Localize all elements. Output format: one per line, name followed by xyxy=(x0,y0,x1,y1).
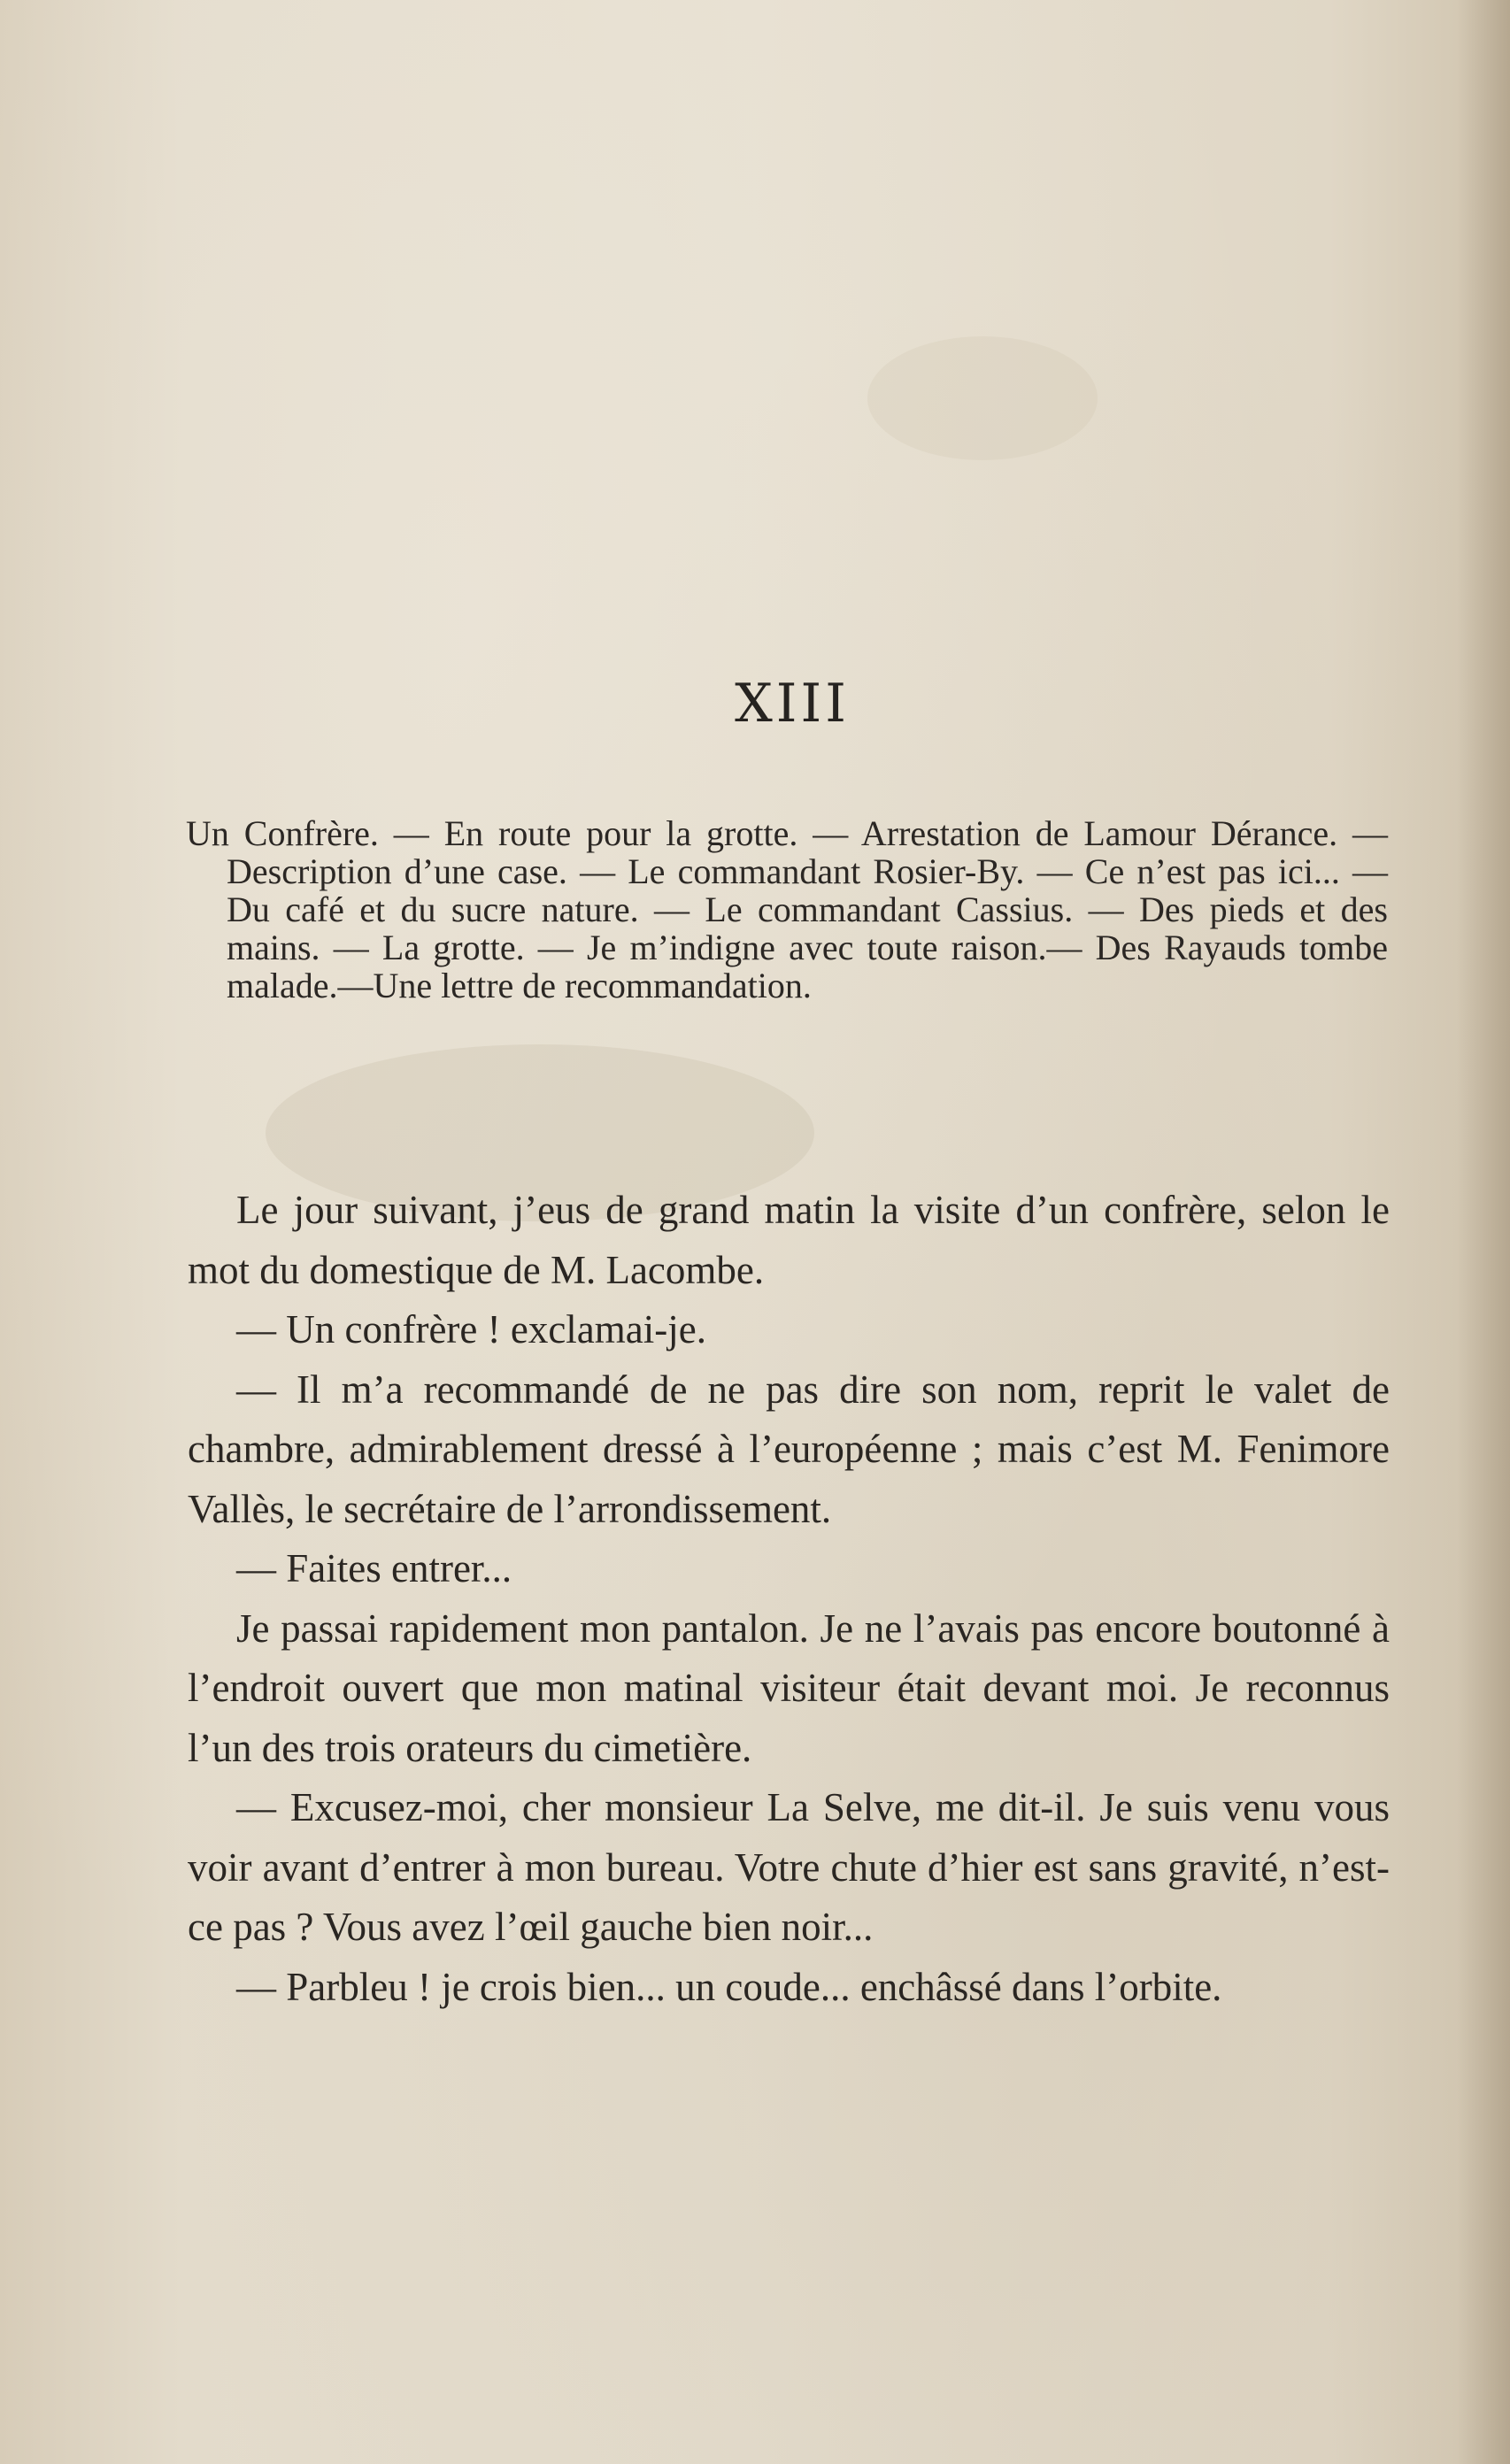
paper-stain xyxy=(867,336,1098,460)
paragraph: — Il m’a recommandé de ne pas dire son nom, reprit le valet de chambre, admirablement dressé à l’européenne ; mais c’est M. Fenimore Vallès, le secrétaire de l’arrondissement. xyxy=(188,1367,1390,1531)
page-edge-shadow xyxy=(1457,0,1510,2464)
paragraph: — Excusez-moi, cher monsieur La Selve, me dit-il. Je suis venu vous voir avant d’entrer à mon bureau. Votre chute d’hier est sans gravité, n’est-ce pas ? Vous avez l’œil gauche bien noir... xyxy=(188,1785,1390,1949)
paragraph: — Faites entrer... xyxy=(236,1546,512,1590)
chapter-number: XIII xyxy=(735,673,850,735)
chapter-body xyxy=(188,1181,1390,2017)
chapter-summary: Un Confrère. — En route pour la grotte. — Arrestation de Lamour Dérance. — Description d’une case. — Le commandant Rosier-By. — Ce n’est pas ici... — Du café et du sucre nature. — Le commandant Cassius. — Des pieds et des mains. — La grotte. — Je m’indigne avec toute raison.— Des Rayauds tombe malade.—Une lettre de recommandation. xyxy=(186,813,1388,1005)
paragraph: — Parbleu ! je crois bien... un coude... enchâssé dans l’orbite. xyxy=(236,1964,1222,2009)
paragraph: Le jour suivant, j’eus de grand matin la visite d’un confrère, selon le mot du domestique de M. Lacombe. xyxy=(188,1188,1390,1292)
paragraph: — Un confrère ! exclamai-je. xyxy=(236,1307,706,1351)
paragraph: Je passai rapidement mon pantalon. Je ne l’avais pas encore boutonné à l’endroit ouvert que mon matinal visiteur était devant moi. Je reconnus l’un des trois orateurs du cimetière. xyxy=(188,1605,1390,1770)
